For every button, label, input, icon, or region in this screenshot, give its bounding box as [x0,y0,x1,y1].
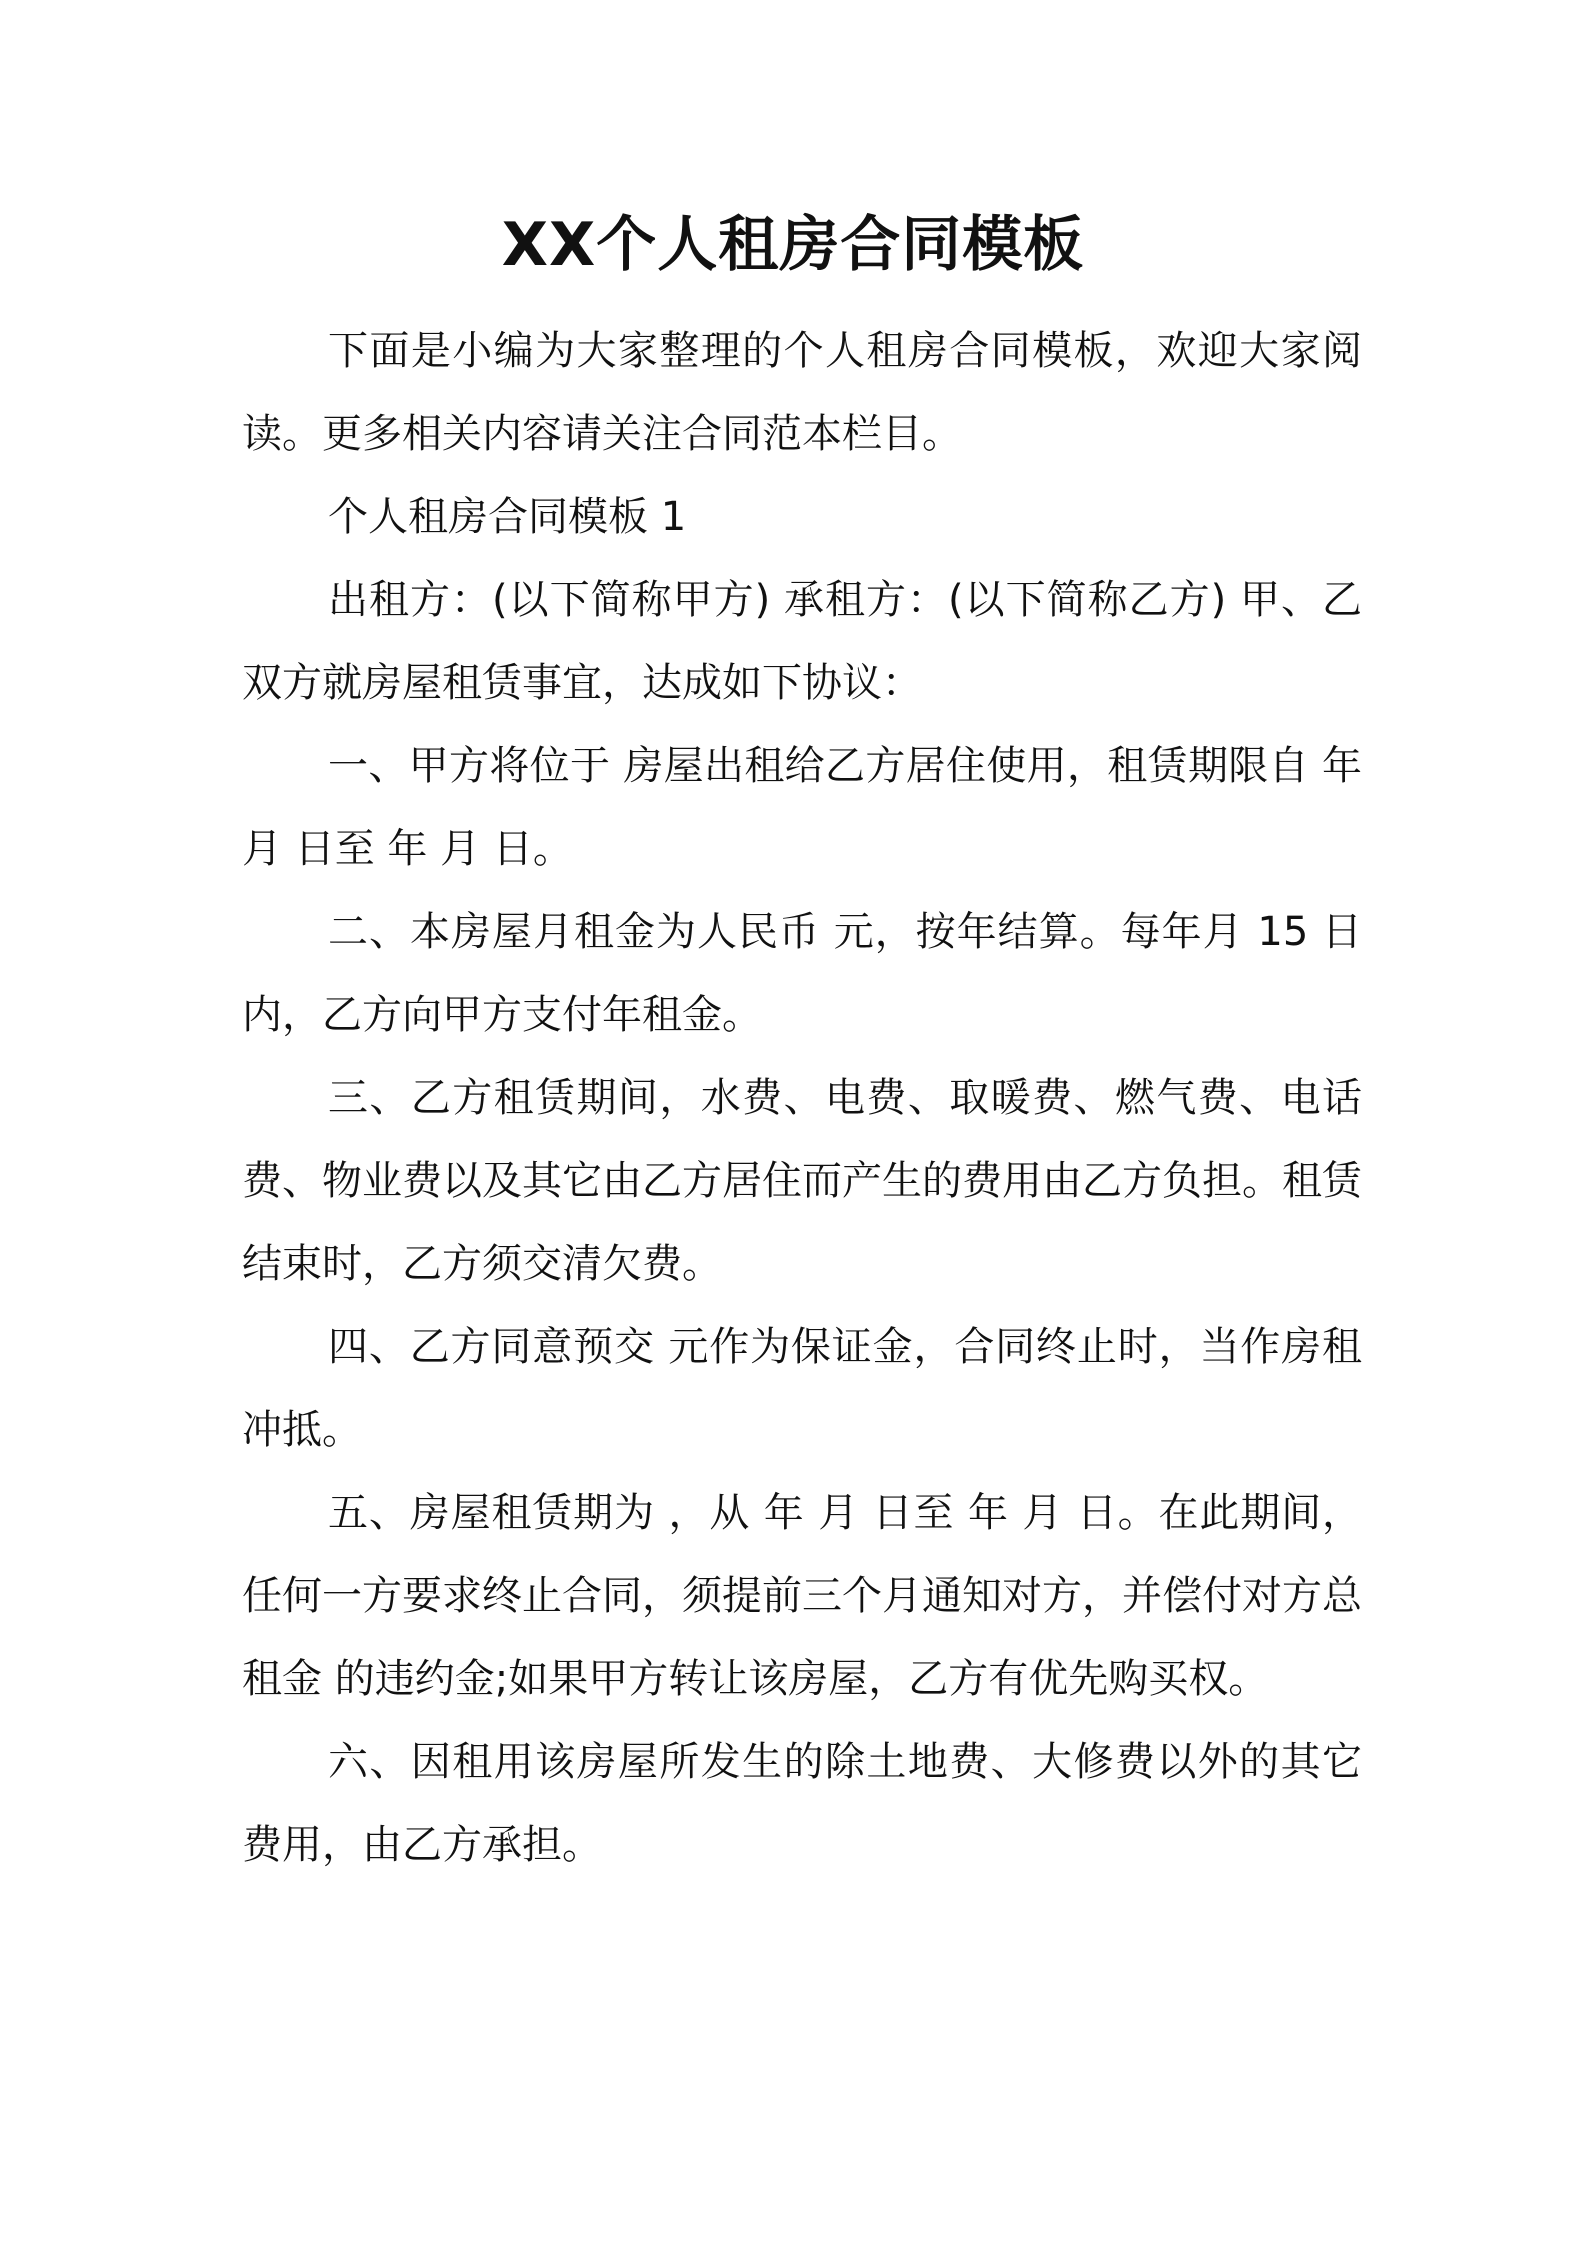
clause-2: 二、本房屋月租金为人民币 元，按年结算。每年月 15 日内，乙方向甲方支付年租金。 [242,909,1362,1038]
section-heading: 个人租房合同模板 1 [328,494,687,540]
clause-3: 三、乙方租赁期间，水费、电费、取暖费、燃气费、电话费、物业费以及其它由乙方居住而产生的费用由乙方负担。租赁结束时，乙方须交清欠费。 [242,1075,1362,1287]
clause-6: 六、因租用该房屋所发生的除土地费、大修费以外的其它费用，由乙方承担。 [242,1739,1362,1868]
parties-paragraph: 出租方：(以下简称甲方) 承租方：(以下简称乙方) 甲、乙双方就房屋租赁事宜，达成如下协议： [242,577,1362,706]
intro-paragraph: 下面是小编为大家整理的个人租房合同模板，欢迎大家阅读。更多相关内容请关注合同范本栏目。 [242,328,1362,457]
document-title: XX个人租房合同模板 [501,210,1085,280]
clause-1: 一、甲方将位于 房屋出租给乙方居住使用，租赁期限自 年 月 日至 年 月 日。 [242,743,1362,872]
clause-5: 五、房屋租赁期为 ，从 年 月 日至 年 月 日。在此期间，任何一方要求终止合同，须提前三个月通知对方，并偿付对方总租金 的违约金;如果甲方转让该房屋，乙方有优先购买权。 [242,1490,1362,1702]
document-body [242,310,1362,1887]
clause-4: 四、乙方同意预交 元作为保证金，合同终止时，当作房租冲抵。 [242,1324,1362,1453]
